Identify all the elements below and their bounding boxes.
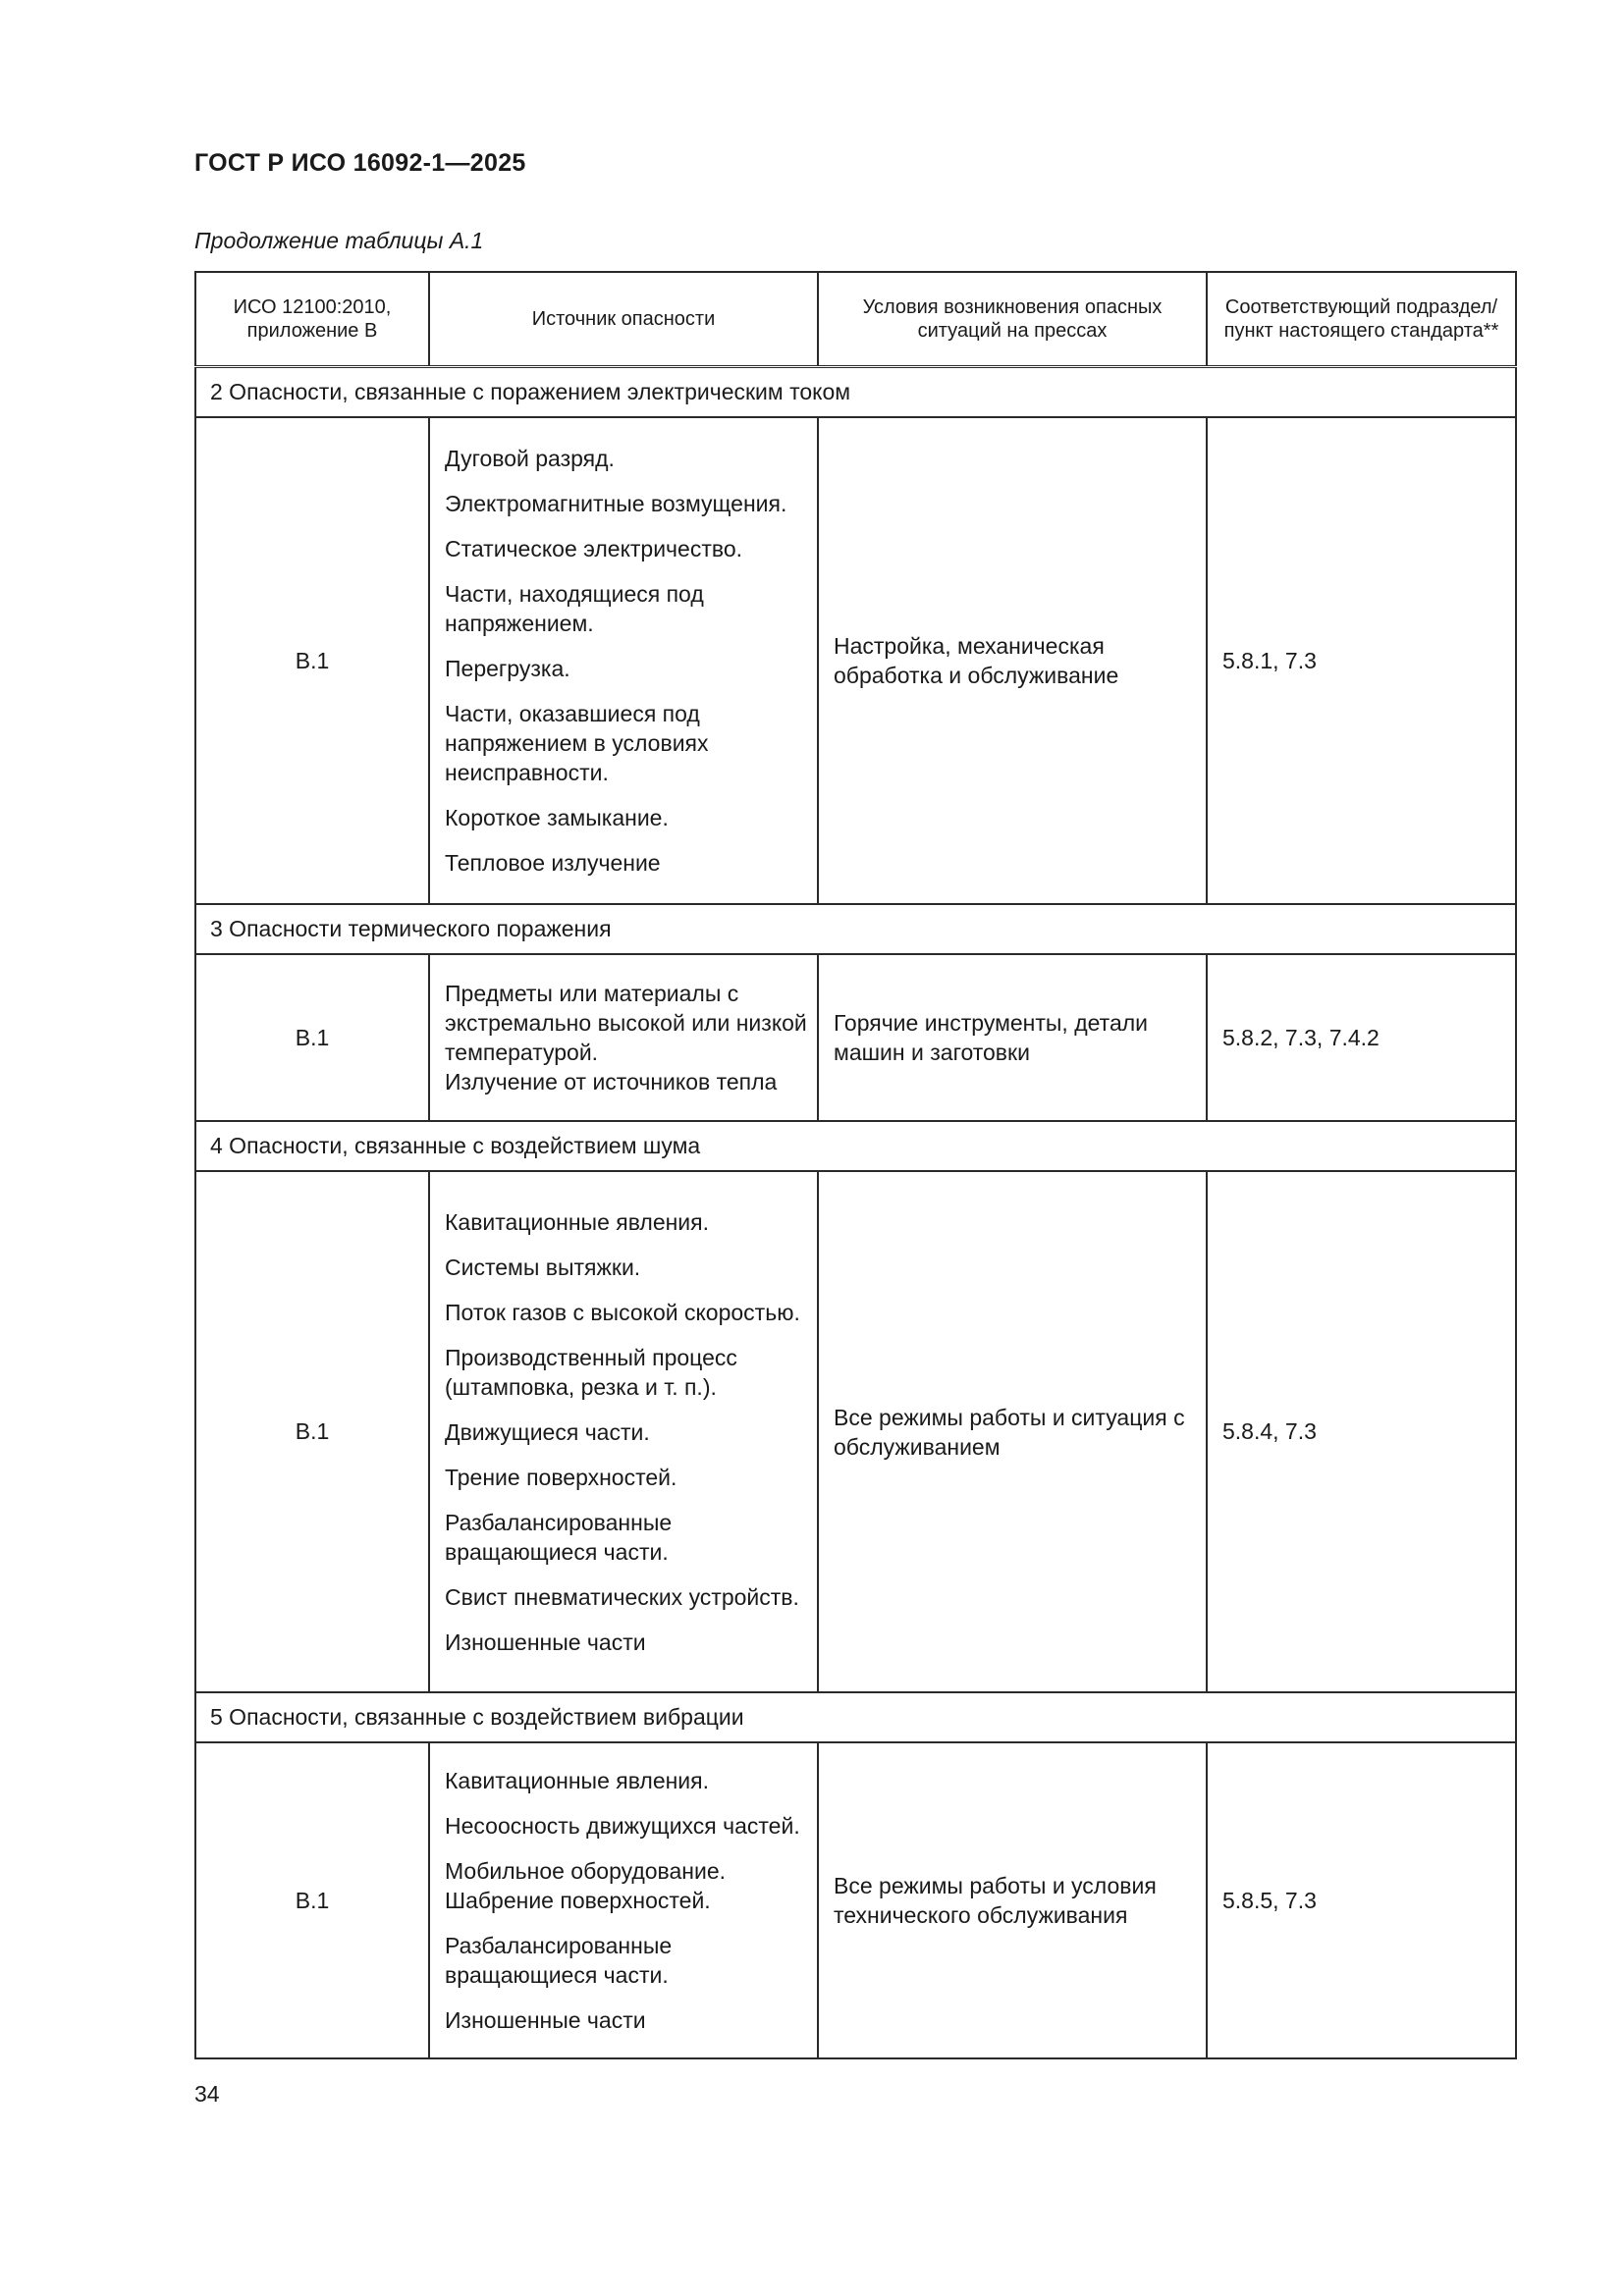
list-item-line: Мобильное оборудование. (445, 1858, 727, 1884)
list-item: Тепловое излучение (445, 850, 661, 876)
list-item (445, 1856, 807, 1915)
section-title: 5 Опасности, связанные с воздействием вибрации (195, 1692, 1516, 1742)
document-title: ГОСТ Р ИСО 16092-1—2025 (194, 149, 526, 177)
list-item: Перегрузка. (445, 656, 570, 681)
section-row-vibration (195, 1692, 1516, 1742)
section-row-thermal (195, 904, 1516, 954)
iso-code-cell: B.1 (195, 1742, 429, 2058)
list-item: Производственный процесс (штамповка, резка и т. п.). (445, 1344, 737, 1400)
section-title: 4 Опасности, связанные с воздействием шума (195, 1121, 1516, 1171)
list-item: Трение поверхностей. (445, 1464, 677, 1490)
iso-code-cell: B.1 (195, 417, 429, 904)
conditions-cell: Горячие инструменты, детали машин и заготовки (818, 954, 1207, 1121)
list-item: Части, оказавшиеся под напряжением в условиях неисправности. (445, 701, 709, 785)
list-item: Изношенные части (445, 1629, 646, 1655)
list-item: Поток газов с высокой скоростью. (445, 1299, 800, 1325)
header-reference: Соответствующий подраздел/пункт настоящего стандарта** (1207, 272, 1516, 367)
list-item: Несоосность движущихся частей. (445, 1813, 800, 1839)
reference-cell: 5.8.4, 7.3 (1207, 1171, 1516, 1692)
list-item: Движущиеся части. (445, 1418, 650, 1445)
table-row (195, 1742, 1516, 2058)
header-iso-annex: ИСО 12100:2010, приложение В (195, 272, 429, 367)
list-item: Электромагнитные возмущения. (445, 491, 787, 516)
list-item: Предметы или материалы с экстремально высокой или низкой температурой. (445, 981, 807, 1065)
list-item: Свист пневматических устройств. (445, 1583, 799, 1610)
table-row (195, 417, 1516, 904)
iso-code-cell: B.1 (195, 954, 429, 1121)
reference-cell: 5.8.2, 7.3, 7.4.2 (1207, 954, 1516, 1121)
page-number: 34 (194, 2081, 220, 2107)
header-hazard-source: Источник опасности (429, 272, 818, 367)
section-row-electrical (195, 367, 1516, 418)
conditions-cell: Все режимы работы и ситуация с обслуживанием (818, 1171, 1207, 1692)
conditions-cell: Все режимы работы и условия технического обслуживания (818, 1742, 1207, 2058)
reference-cell: 5.8.5, 7.3 (1207, 1742, 1516, 2058)
list-item: Разбалансированные вращающиеся части. (445, 1509, 673, 1565)
section-row-noise (195, 1121, 1516, 1171)
table-row (195, 1171, 1516, 1692)
list-item-line: Шабрение поверхностей. (445, 1888, 711, 1913)
section-title: 3 Опасности термического поражения (195, 904, 1516, 954)
table-caption: Продолжение таблицы А.1 (194, 228, 484, 253)
hazard-source-cell (429, 1171, 818, 1692)
hazard-source-cell (429, 417, 818, 904)
list-item: Излучение от источников тепла (445, 1069, 778, 1095)
list-item: Кавитационные явления. (445, 1208, 710, 1235)
hazards-table (194, 271, 1517, 2059)
hazard-source-cell (429, 954, 818, 1121)
hazard-source-cell (429, 1742, 818, 2058)
table-header-row (195, 272, 1516, 367)
reference-cell: 5.8.1, 7.3 (1207, 417, 1516, 904)
list-item: Статическое электричество. (445, 536, 743, 561)
list-item: Дуговой разряд. (445, 446, 615, 471)
list-item: Разбалансированные вращающиеся части. (445, 1933, 673, 1988)
section-title: 2 Опасности, связанные с поражением электрическим током (195, 367, 1516, 418)
list-item: Изношенные части (445, 2007, 646, 2033)
header-conditions: Условия возникновения опасных ситуаций на прессах (818, 272, 1207, 367)
iso-code-cell: B.1 (195, 1171, 429, 1692)
table-row (195, 954, 1516, 1121)
conditions-cell: Настройка, механическая обработка и обслуживание (818, 417, 1207, 904)
list-item: Системы вытяжки. (445, 1254, 641, 1280)
list-item: Кавитационные явления. (445, 1768, 710, 1793)
list-item: Короткое замыкание. (445, 805, 669, 830)
list-item: Части, находящиеся под напряжением. (445, 581, 704, 636)
